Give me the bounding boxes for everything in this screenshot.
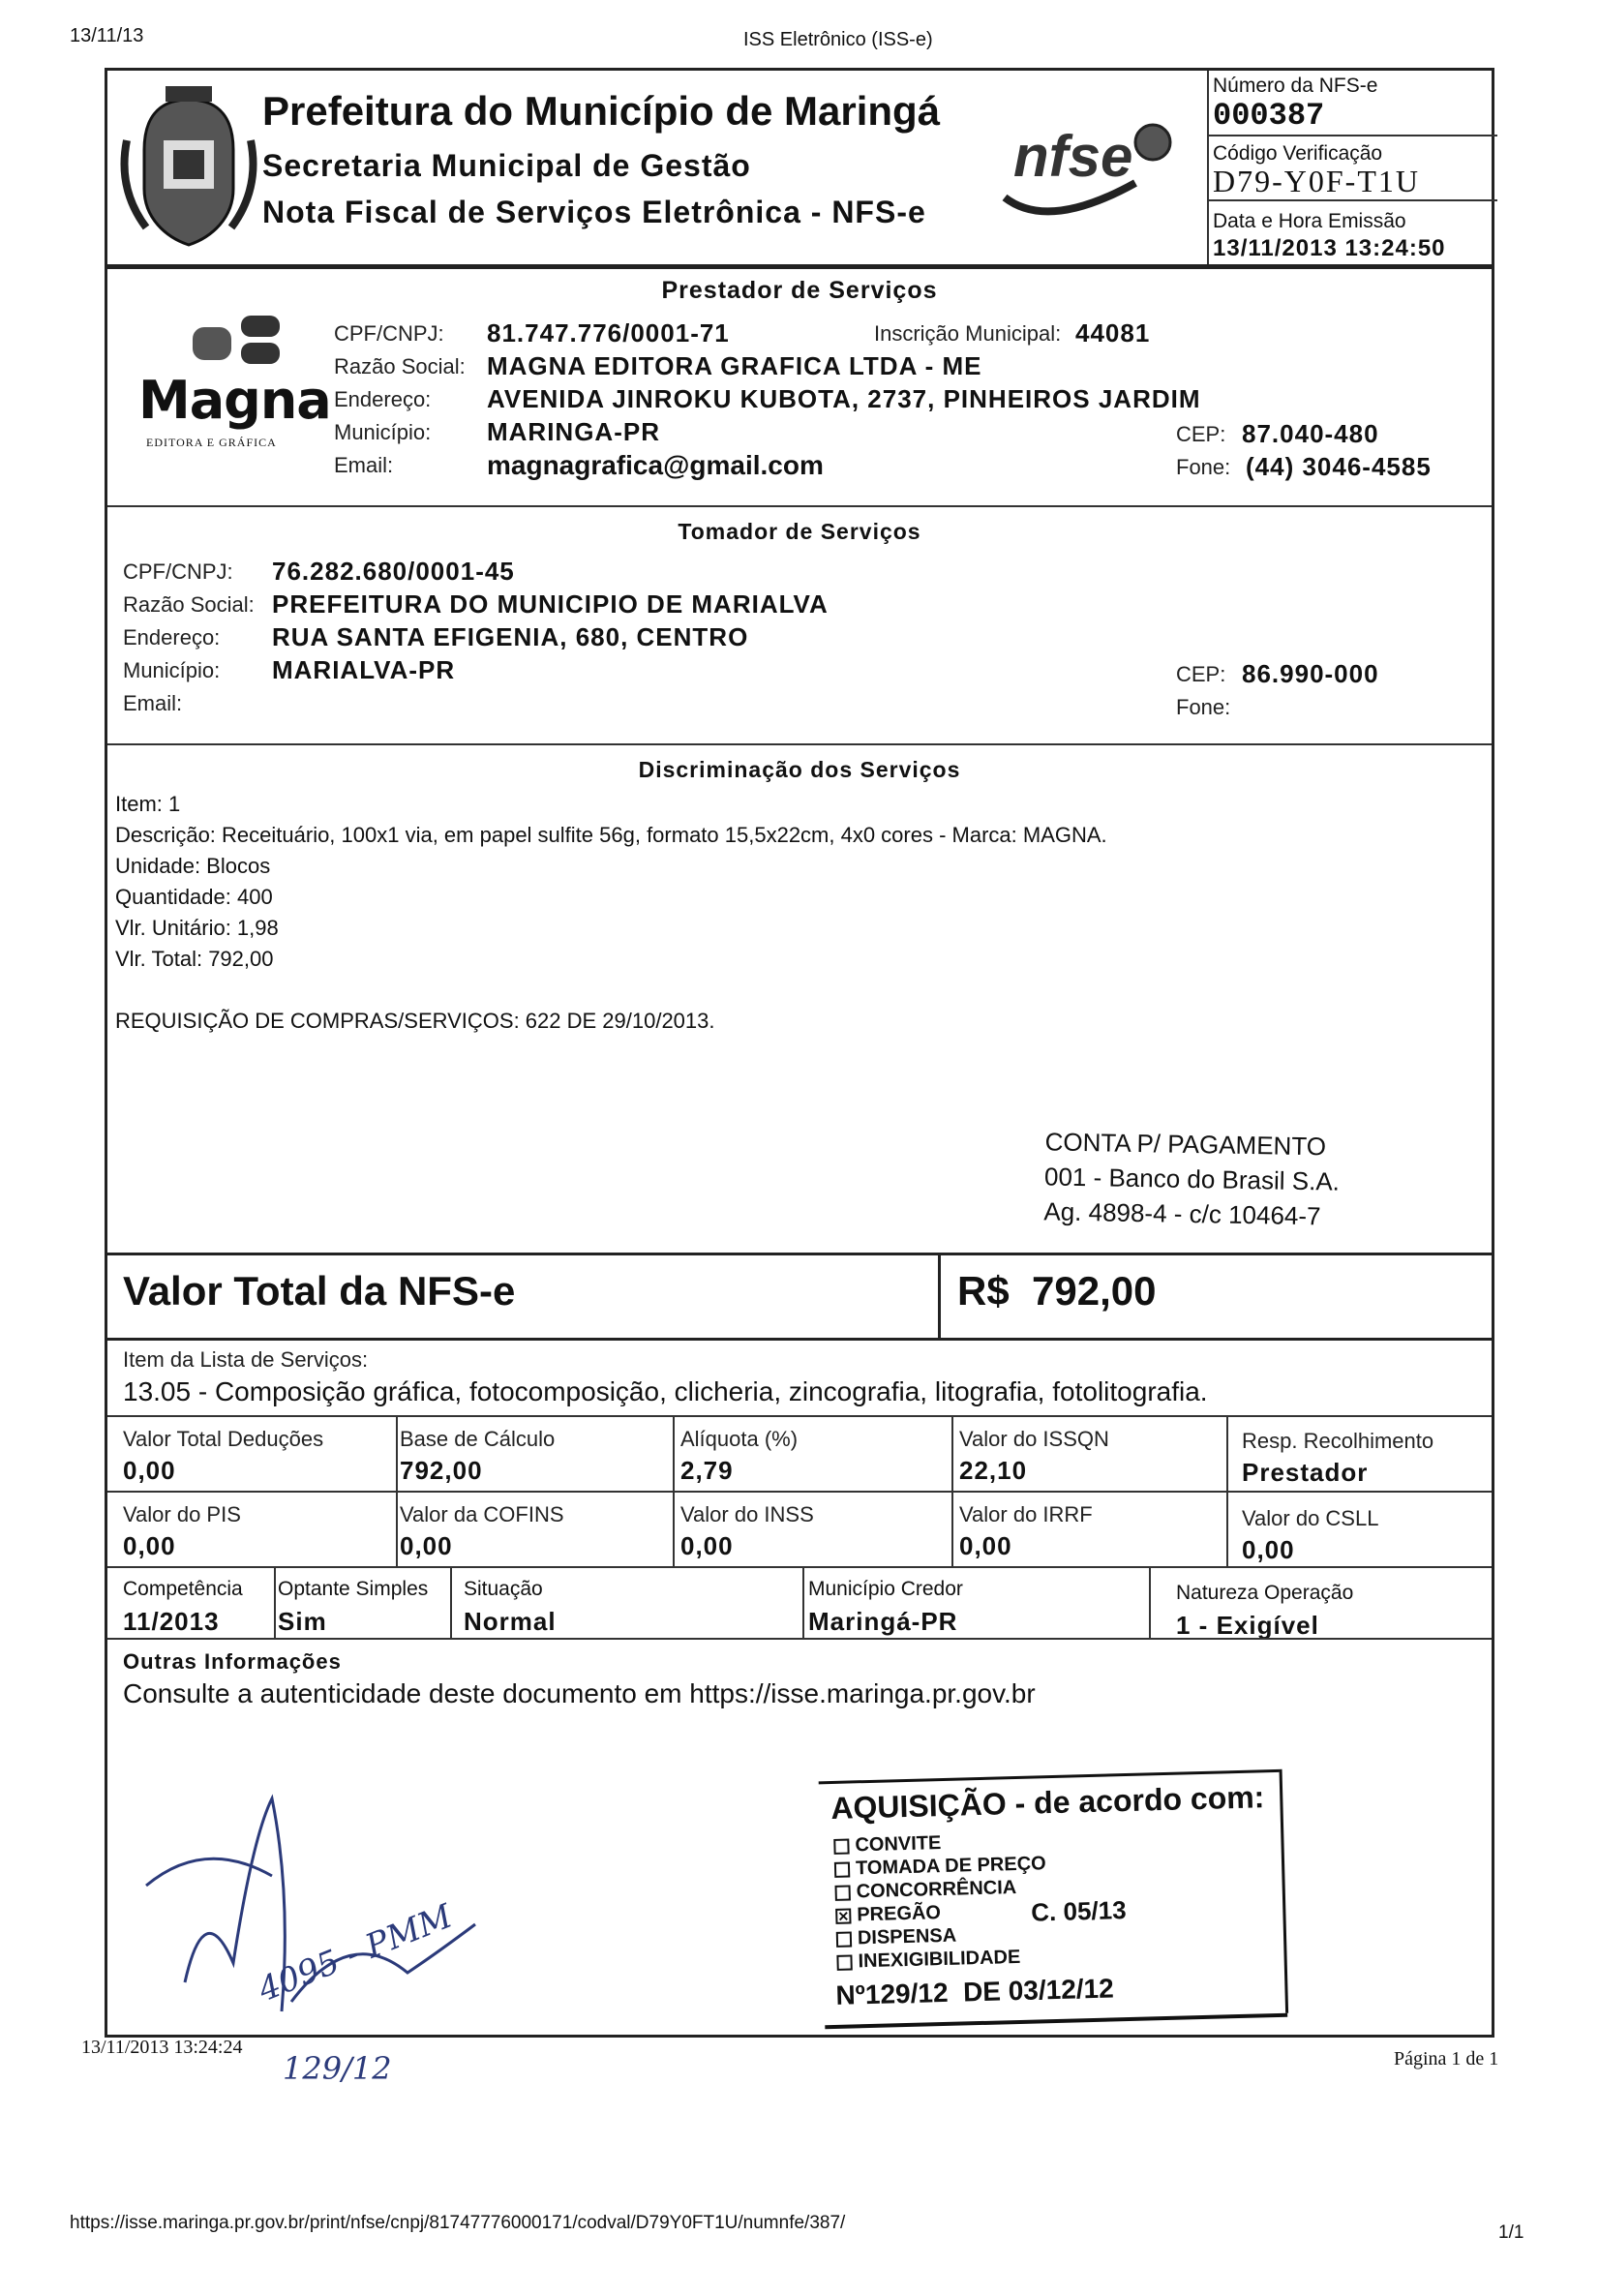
conta-pagamento-stamp bbox=[1043, 1124, 1341, 1233]
tax-label: Resp. Recolhimento bbox=[1242, 1429, 1434, 1453]
magna-logo bbox=[135, 314, 331, 459]
tomador-razao-label: Razão Social: bbox=[123, 592, 255, 617]
meta-label: Competência bbox=[123, 1578, 243, 1600]
magna-logo-sub: EDITORA E GRÁFICA bbox=[146, 436, 277, 449]
stamp-option bbox=[833, 1832, 941, 1858]
discriminacao-title: Discriminação dos Serviços bbox=[638, 757, 961, 782]
prestador-title: Prestador de Serviços bbox=[661, 277, 938, 304]
tomador-razao: PREFEITURA DO MUNICIPIO DE MARIALVA bbox=[272, 589, 829, 619]
tomador-fone-label: Fone: bbox=[1176, 695, 1231, 719]
outras-label: Outras Informações bbox=[123, 1649, 342, 1674]
print-url: https://isse.maringa.pr.gov.br/print/nfse/cnpj/81747776000171/codval/D79Y0FT1U/numnfe/387/ bbox=[70, 2213, 846, 2233]
lista-servicos-value: 13.05 - Composição gráfica, fotocomposição, clicheria, zincografia, litografia, fotolitografia. bbox=[123, 1376, 1208, 1406]
footer-handwritten-ref: 129/12 bbox=[283, 2050, 392, 2087]
prestador-razao-label: Razão Social: bbox=[334, 354, 466, 378]
stamp-option-label: TOMADA DE PREÇO bbox=[855, 1853, 1046, 1880]
codigo-value: D79-Y0F-T1U bbox=[1213, 164, 1420, 198]
requisicao-line: REQUISIÇÃO DE COMPRAS/SERVIÇOS: 622 DE 29/10/2013. bbox=[115, 1009, 715, 1033]
coat-of-arms-icon bbox=[117, 82, 260, 253]
valor-total-value: R$ 792,00 bbox=[957, 1268, 1157, 1314]
tomador-cnpj: 76.282.680/0001-45 bbox=[272, 557, 515, 586]
disc-line: Unidade: Blocos bbox=[115, 854, 271, 878]
stamp-title: AQUISIÇÃO - de acordo com: bbox=[830, 1779, 1265, 1826]
meta-label: Natureza Operação bbox=[1176, 1582, 1354, 1604]
disc-line: Item: 1 bbox=[115, 792, 181, 816]
meta-value: 1 - Exigível bbox=[1176, 1611, 1319, 1640]
print-page-count: 1/1 bbox=[1498, 2222, 1524, 2243]
numero-label: Número da NFS-e bbox=[1213, 75, 1378, 97]
tax-label: Base de Cálculo bbox=[400, 1427, 556, 1451]
prestador-email: magnagrafica@gmail.com bbox=[487, 450, 824, 480]
stamp-option-label: DISPENSA bbox=[857, 1924, 957, 1949]
meta-value: Maringá-PR bbox=[808, 1607, 958, 1636]
stamp-option-label: INEXIGIBILIDADE bbox=[858, 1946, 1021, 1973]
meta-value: Normal bbox=[464, 1607, 557, 1636]
checkbox-icon bbox=[834, 1861, 850, 1877]
tomador-endereco: RUA SANTA EFIGENIA, 680, CENTRO bbox=[272, 622, 749, 651]
prestador-cep-label: CEP: bbox=[1176, 422, 1226, 446]
prestador-im-label: Inscrição Municipal: bbox=[874, 321, 1062, 346]
prestador-email-label: Email: bbox=[334, 453, 394, 477]
prestador-cnpj-label: CPF/CNPJ: bbox=[334, 321, 444, 346]
disc-line: Vlr. Unitário: 1,98 bbox=[115, 916, 279, 940]
footer-page: Página 1 de 1 bbox=[1394, 2048, 1499, 2069]
tomador-cep: 86.990-000 bbox=[1242, 659, 1379, 688]
data-label: Data e Hora Emissão bbox=[1213, 210, 1406, 232]
prestador-cep: 87.040-480 bbox=[1242, 419, 1379, 448]
checkbox-icon bbox=[834, 1885, 850, 1900]
stamp-option-label: CONCORRÊNCIA bbox=[856, 1877, 1017, 1903]
tax-value: 0,00 bbox=[123, 1456, 176, 1485]
tax-label: Valor do CSLL bbox=[1242, 1506, 1379, 1530]
checkbox-checked-icon: ✕ bbox=[835, 1908, 851, 1923]
nfse-body bbox=[105, 266, 1494, 2038]
meta-label: Município Credor bbox=[808, 1578, 963, 1600]
tomador-email-label: Email: bbox=[123, 691, 183, 715]
secretaria-title: Secretaria Municipal de Gestão bbox=[262, 148, 751, 183]
signature-scribble bbox=[127, 1779, 572, 2050]
tax-label: Valor do PIS bbox=[123, 1502, 241, 1526]
outras-text: Consulte a autenticidade deste documento em https://isse.maringa.pr.gov.br bbox=[123, 1678, 1036, 1708]
tax-value: 0,00 bbox=[959, 1531, 1012, 1560]
conta-line: 001 - Banco do Brasil S.A. bbox=[1043, 1162, 1341, 1196]
print-title: ISS Eletrônico (ISS-e) bbox=[743, 29, 933, 50]
nfse-logo bbox=[990, 115, 1174, 222]
stamp-option-label: PREGÃO bbox=[857, 1902, 942, 1926]
meta-value: 11/2013 bbox=[123, 1607, 220, 1636]
stamp-option bbox=[836, 1925, 957, 1950]
prestador-endereco: AVENIDA JINROKU KUBOTA, 2737, PINHEIROS JARDIM bbox=[487, 384, 1201, 413]
magna-logo-icon bbox=[183, 314, 299, 372]
tax-value: 0,00 bbox=[123, 1531, 176, 1560]
tomador-municipio-label: Município: bbox=[123, 658, 221, 682]
meta-label: Situação bbox=[464, 1578, 543, 1600]
numero-value: 000387 bbox=[1213, 98, 1325, 134]
footer-timestamp: 13/11/2013 13:24:24 bbox=[81, 2037, 243, 2058]
data-value: 13/11/2013 13:24:50 bbox=[1213, 235, 1446, 261]
prestador-municipio: MARINGA-PR bbox=[487, 417, 660, 446]
print-date: 13/11/13 bbox=[70, 25, 144, 46]
meta-value: Sim bbox=[278, 1607, 327, 1636]
handwritten-note: 4095 - PMM bbox=[253, 1896, 458, 2010]
tax-value: 0,00 bbox=[400, 1531, 453, 1560]
tomador-cep-label: CEP: bbox=[1176, 662, 1226, 686]
disc-line: Descrição: Receituário, 100x1 via, em papel sulfite 56g, formato 15,5x22cm, 4x0 cores - Marca: MAGNA. bbox=[115, 823, 1107, 847]
tomador-title: Tomador de Serviços bbox=[678, 519, 921, 544]
meta-label: Optante Simples bbox=[278, 1578, 429, 1600]
tomador-cnpj-label: CPF/CNPJ: bbox=[123, 559, 233, 584]
codigo-label: Código Verificação bbox=[1213, 142, 1383, 165]
conta-line: Ag. 4898-4 - c/c 10464-7 bbox=[1043, 1196, 1321, 1231]
tax-label: Valor Total Deduções bbox=[123, 1427, 324, 1451]
stamp-option bbox=[834, 1877, 1016, 1904]
magna-logo-word: Magna bbox=[138, 370, 331, 431]
tomador-municipio: MARIALVA-PR bbox=[272, 655, 456, 684]
tax-label: Valor do INSS bbox=[680, 1502, 814, 1526]
conta-line: CONTA P/ PAGAMENTO bbox=[1044, 1127, 1327, 1162]
prestador-endereco-label: Endereço: bbox=[334, 387, 432, 411]
tax-label: Valor da COFINS bbox=[400, 1502, 564, 1526]
disc-line: Vlr. Total: 792,00 bbox=[115, 947, 274, 971]
prestador-fone-label: Fone: bbox=[1176, 455, 1231, 479]
tax-value: 22,10 bbox=[959, 1456, 1028, 1485]
tomador-endereco-label: Endereço: bbox=[123, 625, 221, 650]
disc-line: Quantidade: 400 bbox=[115, 885, 273, 909]
checkbox-icon bbox=[833, 1838, 849, 1854]
checkbox-icon bbox=[836, 1931, 852, 1947]
prestador-municipio-label: Município: bbox=[334, 420, 432, 444]
stamp-option-label: CONVITE bbox=[855, 1832, 942, 1857]
valor-total-label: Valor Total da NFS-e bbox=[123, 1268, 516, 1314]
tax-label: Valor do ISSQN bbox=[959, 1427, 1109, 1451]
prestador-im: 44081 bbox=[1075, 318, 1151, 347]
tax-value: 0,00 bbox=[680, 1531, 734, 1560]
prestador-razao: MAGNA EDITORA GRAFICA LTDA - ME bbox=[487, 351, 982, 380]
stamp-option bbox=[836, 1947, 1020, 1974]
prestador-cnpj: 81.747.776/0001-71 bbox=[487, 318, 730, 347]
prestador-fone: (44) 3046-4585 bbox=[1246, 452, 1432, 481]
nfse-header bbox=[105, 68, 1494, 267]
tax-label: Alíquota (%) bbox=[680, 1427, 799, 1451]
prefeitura-title: Prefeitura do Município de Maringá bbox=[262, 88, 941, 134]
tax-value: Prestador bbox=[1242, 1458, 1369, 1487]
checkbox-icon bbox=[836, 1954, 852, 1970]
stamp-pregao-c: C. 05/13 bbox=[1030, 1895, 1127, 1927]
stamp-option bbox=[835, 1902, 941, 1927]
nfse-title: Nota Fiscal de Serviços Eletrônica - NFS-e bbox=[262, 195, 926, 229]
tax-value: 0,00 bbox=[1242, 1535, 1295, 1564]
lista-servicos-label: Item da Lista de Serviços: bbox=[123, 1347, 369, 1372]
tax-value: 2,79 bbox=[680, 1456, 734, 1485]
nfse-logo-text: nfse bbox=[1013, 124, 1133, 189]
tax-label: Valor do IRRF bbox=[959, 1502, 1093, 1526]
tax-value: 792,00 bbox=[400, 1456, 483, 1485]
aquisicao-stamp bbox=[819, 1769, 1290, 2033]
stamp-numero-line: Nº129/12 DE 03/12/12 bbox=[835, 1973, 1115, 2010]
